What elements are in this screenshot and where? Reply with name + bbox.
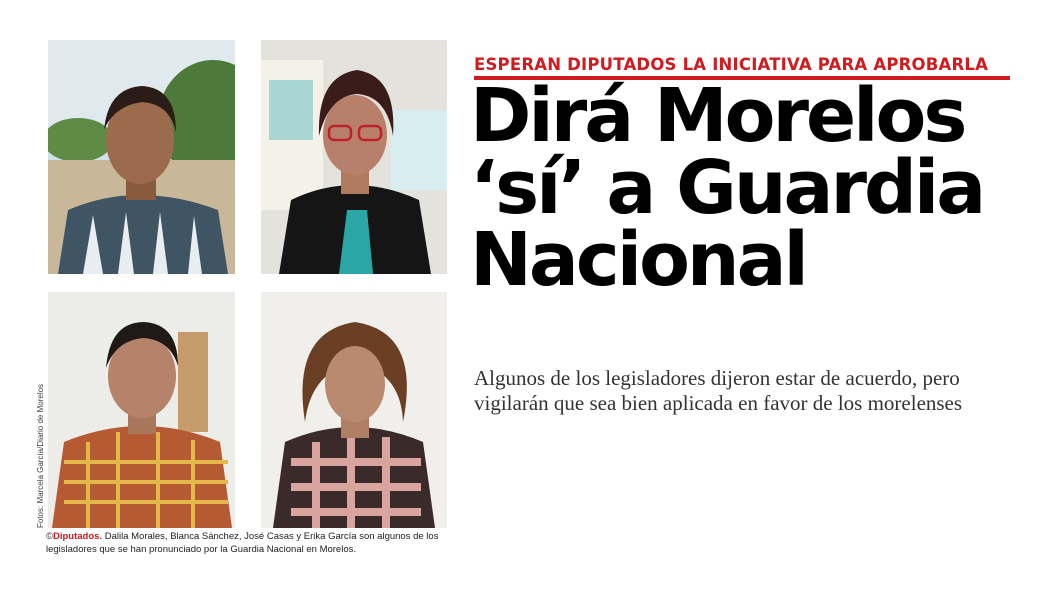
caption-text: Dalila Morales, Blanca Sánchez, José Casas y Erika García son algunos de los legisladores que se han pronunciado por la Guardia Nacional en Morelos. <box>46 531 439 555</box>
photo-dalila-morales <box>48 40 235 274</box>
headline <box>470 73 1040 303</box>
photo-blanca-sanchez <box>261 40 447 274</box>
caption-symbol: © <box>46 531 53 542</box>
headline-line-2: ‘sí’ a Guardia <box>470 145 984 231</box>
dek: Algunos de los legisladores dijeron estar de acuerdo, pero vigilarán que sea bien aplicada en favor de los morelenses <box>474 366 963 415</box>
headline-line-1: Dirá Morelos <box>470 73 965 159</box>
kicker: ESPERAN DIPUTADOS LA INICIATIVA PARA APROBARLA <box>474 54 1010 80</box>
caption-lead: Diputados. <box>53 531 103 542</box>
photo-credit: Fotos: Marcela García/Diario de Morelos <box>36 383 45 528</box>
photo-caption <box>46 530 446 556</box>
headline-line-3: Nacional <box>470 217 806 303</box>
photo-erika-garcia <box>261 292 447 528</box>
photo-jose-casas <box>48 292 235 528</box>
